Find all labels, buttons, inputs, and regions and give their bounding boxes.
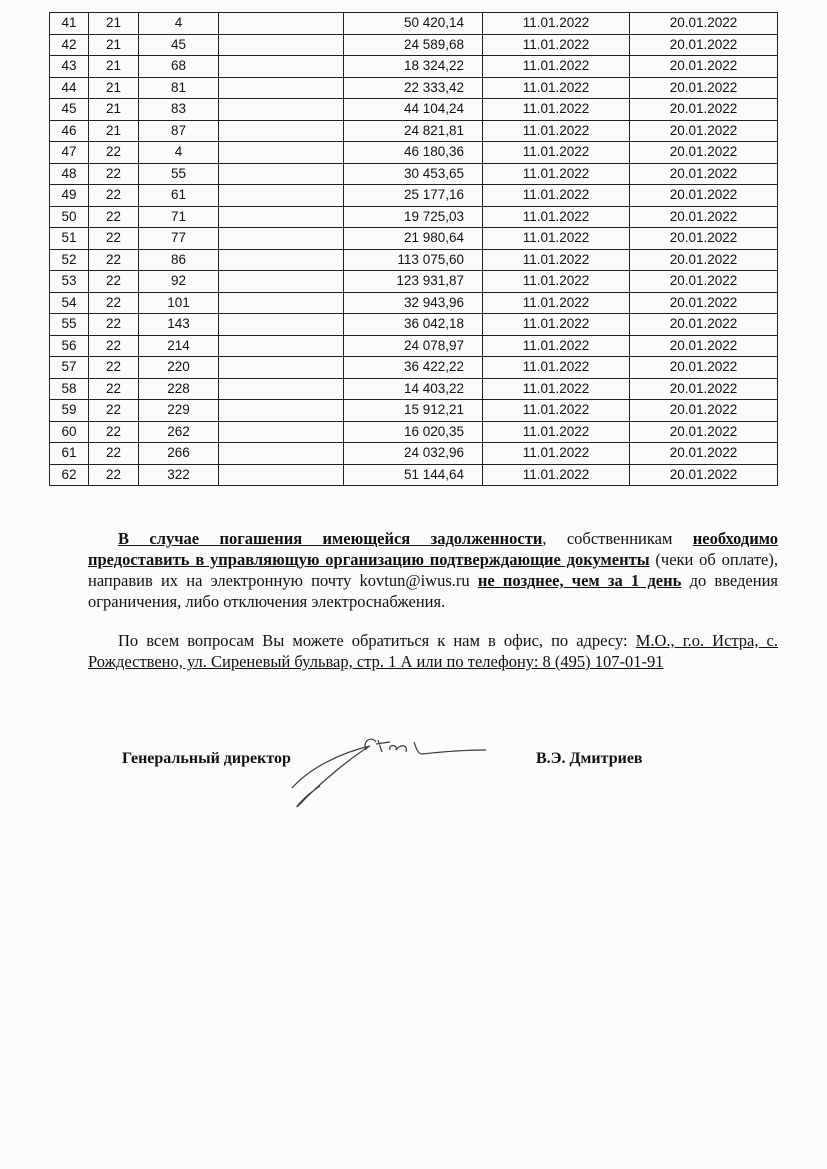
owner-cell-cell: [219, 77, 344, 99]
notice-text-2: (чеки об оплате), направив их на электронную почту kovtun@iwus.ru: [88, 550, 778, 590]
row-number-cell: 58: [50, 378, 89, 400]
house-number-cell: 21: [89, 77, 139, 99]
owner-cell-cell: [219, 163, 344, 185]
row-number-cell: 47: [50, 142, 89, 164]
apartment-number-cell: 55: [139, 163, 219, 185]
notice-date-cell: 11.01.2022: [483, 464, 630, 486]
deadline-date-cell: 20.01.2022: [630, 142, 778, 164]
apartment-number-cell: 229: [139, 400, 219, 422]
house-number-cell: 22: [89, 228, 139, 250]
deadline-date-cell: 20.01.2022: [630, 120, 778, 142]
deadline-date-cell: 20.01.2022: [630, 163, 778, 185]
row-number-cell: 53: [50, 271, 89, 293]
house-number-cell: 22: [89, 443, 139, 465]
debt-amount-cell: 19 725,03: [344, 206, 483, 228]
row-number-cell: 43: [50, 56, 89, 78]
table-row: [50, 206, 778, 228]
table-row: [50, 13, 778, 35]
apartment-number-cell: 81: [139, 77, 219, 99]
apartment-number-cell: 228: [139, 378, 219, 400]
debt-amount-cell: 15 912,21: [344, 400, 483, 422]
notice-date-cell: 11.01.2022: [483, 249, 630, 271]
owner-cell-cell: [219, 378, 344, 400]
debt-amount-cell: 24 589,68: [344, 34, 483, 56]
deadline-date-cell: 20.01.2022: [630, 185, 778, 207]
row-number-cell: 49: [50, 185, 89, 207]
apartment-number-cell: 266: [139, 443, 219, 465]
deadline-date-cell: 20.01.2022: [630, 56, 778, 78]
debt-amount-cell: 21 980,64: [344, 228, 483, 250]
notice-bold-1: В случае погашения имеющейся задолженности: [118, 529, 543, 548]
row-number-cell: 42: [50, 34, 89, 56]
notice-date-cell: 11.01.2022: [483, 77, 630, 99]
deadline-date-cell: 20.01.2022: [630, 249, 778, 271]
house-number-cell: 22: [89, 185, 139, 207]
deadline-date-cell: 20.01.2022: [630, 335, 778, 357]
notice-date-cell: 11.01.2022: [483, 314, 630, 336]
deadline-date-cell: 20.01.2022: [630, 400, 778, 422]
table-row: [50, 56, 778, 78]
debt-amount-cell: 36 042,18: [344, 314, 483, 336]
notice-paragraph-2: [88, 630, 778, 672]
row-number-cell: 44: [50, 77, 89, 99]
table-row: [50, 142, 778, 164]
debt-amount-cell: 123 931,87: [344, 271, 483, 293]
table-row: [50, 400, 778, 422]
apartment-number-cell: 83: [139, 99, 219, 121]
deadline-date-cell: 20.01.2022: [630, 228, 778, 250]
house-number-cell: 22: [89, 206, 139, 228]
owner-cell-cell: [219, 206, 344, 228]
table-row: [50, 120, 778, 142]
debt-amount-cell: 46 180,36: [344, 142, 483, 164]
house-number-cell: 22: [89, 357, 139, 379]
debt-amount-cell: 51 144,64: [344, 464, 483, 486]
contact-address: М.О., г.о. Истра, с. Рождествено, ул. Сиреневый бульвар, стр. 1 А или по телефону: 8 (495) 107-01-91: [88, 631, 778, 671]
table-row: [50, 34, 778, 56]
notice-date-cell: 11.01.2022: [483, 56, 630, 78]
notice-text-1: , собственникам: [542, 529, 693, 548]
signer-name: В.Э. Дмитриев: [536, 750, 643, 767]
owner-cell-cell: [219, 249, 344, 271]
apartment-number-cell: 4: [139, 13, 219, 35]
row-number-cell: 48: [50, 163, 89, 185]
house-number-cell: 21: [89, 56, 139, 78]
signer-title: Генеральный директор: [122, 750, 291, 767]
owner-cell-cell: [219, 357, 344, 379]
notice-date-cell: 11.01.2022: [483, 120, 630, 142]
table-row: [50, 421, 778, 443]
row-number-cell: 62: [50, 464, 89, 486]
table-row: [50, 249, 778, 271]
notice-date-cell: 11.01.2022: [483, 271, 630, 293]
table-row: [50, 99, 778, 121]
deadline-date-cell: 20.01.2022: [630, 314, 778, 336]
owner-cell-cell: [219, 228, 344, 250]
apartment-number-cell: 322: [139, 464, 219, 486]
notice-bold-2: необходимо предоставить в управляющую организацию подтверждающие документы: [88, 529, 778, 569]
house-number-cell: 21: [89, 99, 139, 121]
deadline-date-cell: 20.01.2022: [630, 13, 778, 35]
house-number-cell: 22: [89, 142, 139, 164]
deadline-date-cell: 20.01.2022: [630, 357, 778, 379]
table-row: [50, 378, 778, 400]
owner-cell-cell: [219, 99, 344, 121]
row-number-cell: 41: [50, 13, 89, 35]
debt-table: [49, 12, 778, 486]
deadline-date-cell: 20.01.2022: [630, 271, 778, 293]
table-row: [50, 292, 778, 314]
table-row: [50, 163, 778, 185]
debt-amount-cell: 36 422,22: [344, 357, 483, 379]
row-number-cell: 55: [50, 314, 89, 336]
notice-date-cell: 11.01.2022: [483, 34, 630, 56]
house-number-cell: 21: [89, 34, 139, 56]
row-number-cell: 46: [50, 120, 89, 142]
apartment-number-cell: 77: [139, 228, 219, 250]
table-row: [50, 464, 778, 486]
row-number-cell: 61: [50, 443, 89, 465]
apartment-number-cell: 71: [139, 206, 219, 228]
debt-amount-cell: 22 333,42: [344, 77, 483, 99]
deadline-date-cell: 20.01.2022: [630, 206, 778, 228]
house-number-cell: 22: [89, 400, 139, 422]
owner-cell-cell: [219, 421, 344, 443]
apartment-number-cell: 101: [139, 292, 219, 314]
owner-cell-cell: [219, 464, 344, 486]
apartment-number-cell: 220: [139, 357, 219, 379]
owner-cell-cell: [219, 314, 344, 336]
row-number-cell: 52: [50, 249, 89, 271]
row-number-cell: 50: [50, 206, 89, 228]
owner-cell-cell: [219, 400, 344, 422]
notice-bold-3: не позднее, чем за 1 день: [477, 571, 682, 590]
table-row: [50, 314, 778, 336]
row-number-cell: 51: [50, 228, 89, 250]
deadline-date-cell: 20.01.2022: [630, 99, 778, 121]
table-row: [50, 335, 778, 357]
owner-cell-cell: [219, 13, 344, 35]
notice-date-cell: 11.01.2022: [483, 99, 630, 121]
notice-paragraph-1: [88, 528, 778, 612]
house-number-cell: 22: [89, 292, 139, 314]
notice-date-cell: 11.01.2022: [483, 206, 630, 228]
owner-cell-cell: [219, 120, 344, 142]
house-number-cell: 22: [89, 163, 139, 185]
apartment-number-cell: 4: [139, 142, 219, 164]
notice-date-cell: 11.01.2022: [483, 443, 630, 465]
house-number-cell: 22: [89, 421, 139, 443]
notice-date-cell: 11.01.2022: [483, 378, 630, 400]
notice-date-cell: 11.01.2022: [483, 292, 630, 314]
deadline-date-cell: 20.01.2022: [630, 292, 778, 314]
debt-table-body: [50, 13, 778, 486]
notice-date-cell: 11.01.2022: [483, 163, 630, 185]
house-number-cell: 21: [89, 13, 139, 35]
house-number-cell: 22: [89, 249, 139, 271]
table-row: [50, 443, 778, 465]
row-number-cell: 57: [50, 357, 89, 379]
owner-cell-cell: [219, 142, 344, 164]
signature-block: [122, 750, 722, 820]
apartment-number-cell: 68: [139, 56, 219, 78]
house-number-cell: 22: [89, 335, 139, 357]
apartment-number-cell: 45: [139, 34, 219, 56]
notice-date-cell: 11.01.2022: [483, 421, 630, 443]
debt-amount-cell: 113 075,60: [344, 249, 483, 271]
house-number-cell: 22: [89, 271, 139, 293]
apartment-number-cell: 214: [139, 335, 219, 357]
handwritten-signature-icon: [290, 728, 490, 813]
notice-date-cell: 11.01.2022: [483, 357, 630, 379]
debt-amount-cell: 16 020,35: [344, 421, 483, 443]
deadline-date-cell: 20.01.2022: [630, 464, 778, 486]
row-number-cell: 59: [50, 400, 89, 422]
row-number-cell: 45: [50, 99, 89, 121]
deadline-date-cell: 20.01.2022: [630, 421, 778, 443]
debt-amount-cell: 14 403,22: [344, 378, 483, 400]
house-number-cell: 22: [89, 464, 139, 486]
row-number-cell: 60: [50, 421, 89, 443]
apartment-number-cell: 86: [139, 249, 219, 271]
debt-amount-cell: 44 104,24: [344, 99, 483, 121]
debt-amount-cell: 25 177,16: [344, 185, 483, 207]
notice-date-cell: 11.01.2022: [483, 142, 630, 164]
debt-amount-cell: 24 078,97: [344, 335, 483, 357]
contact-text: По всем вопросам Вы можете обратиться к нам в офис, по адресу:: [118, 631, 636, 650]
table-row: [50, 185, 778, 207]
debt-amount-cell: 30 453,65: [344, 163, 483, 185]
notice-date-cell: 11.01.2022: [483, 185, 630, 207]
apartment-number-cell: 262: [139, 421, 219, 443]
house-number-cell: 22: [89, 314, 139, 336]
notice-text-3: до введения ограничения, либо отключения электроснабжения.: [88, 571, 778, 611]
debt-amount-cell: 50 420,14: [344, 13, 483, 35]
deadline-date-cell: 20.01.2022: [630, 34, 778, 56]
apartment-number-cell: 92: [139, 271, 219, 293]
apartment-number-cell: 61: [139, 185, 219, 207]
notice-date-cell: 11.01.2022: [483, 400, 630, 422]
owner-cell-cell: [219, 271, 344, 293]
owner-cell-cell: [219, 443, 344, 465]
table-row: [50, 271, 778, 293]
notice-date-cell: 11.01.2022: [483, 228, 630, 250]
deadline-date-cell: 20.01.2022: [630, 443, 778, 465]
owner-cell-cell: [219, 185, 344, 207]
apartment-number-cell: 87: [139, 120, 219, 142]
row-number-cell: 54: [50, 292, 89, 314]
owner-cell-cell: [219, 34, 344, 56]
debt-amount-cell: 24 032,96: [344, 443, 483, 465]
table-row: [50, 77, 778, 99]
debt-amount-cell: 32 943,96: [344, 292, 483, 314]
owner-cell-cell: [219, 56, 344, 78]
owner-cell-cell: [219, 335, 344, 357]
house-number-cell: 21: [89, 120, 139, 142]
deadline-date-cell: 20.01.2022: [630, 77, 778, 99]
apartment-number-cell: 143: [139, 314, 219, 336]
notice-date-cell: 11.01.2022: [483, 13, 630, 35]
debt-amount-cell: 24 821,81: [344, 120, 483, 142]
table-row: [50, 228, 778, 250]
notice-text: [88, 528, 778, 672]
table-row: [50, 357, 778, 379]
row-number-cell: 56: [50, 335, 89, 357]
owner-cell-cell: [219, 292, 344, 314]
notice-date-cell: 11.01.2022: [483, 335, 630, 357]
debt-amount-cell: 18 324,22: [344, 56, 483, 78]
house-number-cell: 22: [89, 378, 139, 400]
deadline-date-cell: 20.01.2022: [630, 378, 778, 400]
